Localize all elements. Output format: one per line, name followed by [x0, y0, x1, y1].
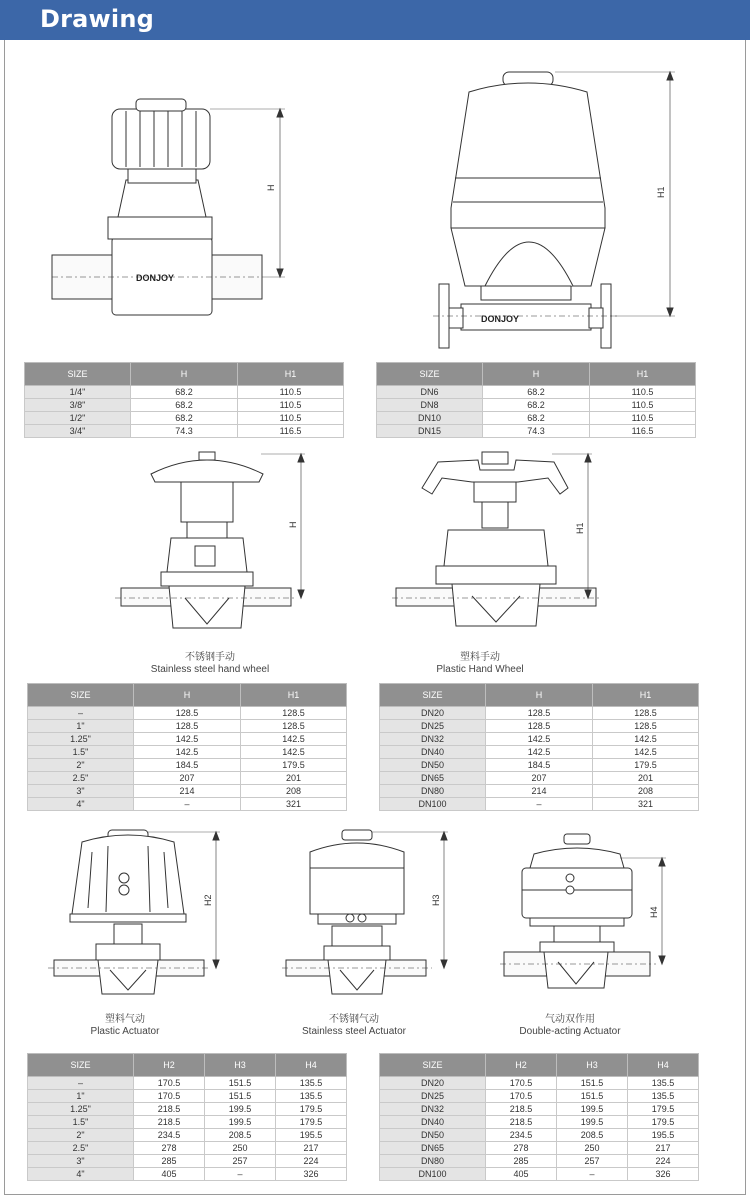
caption-plastic-hand-wheel	[380, 652, 580, 676]
cell-h2: 285	[486, 1155, 557, 1168]
cell-size: DN80	[380, 785, 486, 798]
cell-h3: 151.5	[557, 1077, 628, 1090]
cell-h: 74.3	[483, 425, 590, 438]
cell-h2: 285	[134, 1155, 205, 1168]
table-row	[380, 1103, 699, 1116]
cell-h2: 218.5	[134, 1116, 205, 1129]
cell-h1: 321	[241, 798, 347, 811]
cell-size: 2.5"	[28, 772, 134, 785]
cell-h3: 250	[205, 1142, 276, 1155]
cell-size: DN20	[380, 707, 486, 720]
table-row	[28, 772, 347, 785]
table-row	[28, 1155, 347, 1168]
cell-h2: 278	[134, 1142, 205, 1155]
manual-valve-drawing	[40, 95, 310, 320]
cell-h: 68.2	[483, 412, 590, 425]
cell-size: 4"	[28, 1168, 134, 1181]
dim-h1-label-2: H1	[575, 522, 585, 534]
caption-cn: 塑料气动	[105, 1014, 145, 1025]
cell-h1: 116.5	[238, 425, 344, 438]
caption-cn: 气动双作用	[545, 1014, 595, 1025]
cell-h3: 199.5	[557, 1103, 628, 1116]
cell-h: 207	[134, 772, 241, 785]
cell-h3: 250	[557, 1142, 628, 1155]
cell-size: DN65	[380, 772, 486, 785]
brand-logo-1: DONJOY	[136, 273, 175, 283]
table-row	[380, 707, 699, 720]
cell-h1: 116.5	[590, 425, 696, 438]
dim-h4-label: H4	[649, 906, 659, 918]
cell-h1: 201	[241, 772, 347, 785]
cell-h: 68.2	[483, 386, 590, 399]
table-row	[380, 759, 699, 772]
cell-h2: 218.5	[486, 1103, 557, 1116]
cell-h1: 142.5	[241, 733, 347, 746]
cell-size: DN32	[380, 1103, 486, 1116]
spec-table-inch-1	[24, 362, 344, 438]
cell-h3: 151.5	[205, 1090, 276, 1103]
caption-en: Stainless steel hand wheel	[150, 664, 270, 675]
table-row	[28, 720, 347, 733]
cell-h2: 405	[134, 1168, 205, 1181]
col-header-h1: H1	[590, 363, 696, 386]
cell-size: DN32	[380, 733, 486, 746]
spec-table-dn-2	[379, 683, 699, 811]
cell-h3: –	[557, 1168, 628, 1181]
cell-h: 142.5	[486, 733, 593, 746]
cell-h1: 110.5	[238, 399, 344, 412]
cell-h: –	[134, 798, 241, 811]
table-row	[28, 1077, 347, 1090]
cell-h1: 142.5	[593, 746, 699, 759]
caption-en: Double-acting Actuator	[519, 1026, 621, 1037]
cell-h2: 234.5	[486, 1129, 557, 1142]
cell-h4: 195.5	[276, 1129, 347, 1142]
cell-size: 1"	[28, 1090, 134, 1103]
cell-h: 184.5	[134, 759, 241, 772]
cell-h4: 224	[276, 1155, 347, 1168]
table-row	[28, 1103, 347, 1116]
pneumatic-valve-drawing	[425, 68, 685, 353]
cell-size: 1.5"	[28, 1116, 134, 1129]
table-row	[28, 707, 347, 720]
cell-h: 74.3	[131, 425, 238, 438]
table-row	[28, 759, 347, 772]
table-row	[380, 1077, 699, 1090]
cell-h: 184.5	[486, 759, 593, 772]
cell-h: 128.5	[486, 720, 593, 733]
cell-h2: 278	[486, 1142, 557, 1155]
cell-size: 3"	[28, 1155, 134, 1168]
spec-table-dn-1	[376, 362, 696, 438]
cell-h3: 151.5	[557, 1090, 628, 1103]
cell-h1: 208	[241, 785, 347, 798]
cell-size: 1.5"	[28, 746, 134, 759]
cell-h1: 201	[593, 772, 699, 785]
cell-h3: –	[205, 1168, 276, 1181]
cell-h3: 151.5	[205, 1077, 276, 1090]
cell-h3: 208.5	[205, 1129, 276, 1142]
cell-size: DN20	[380, 1077, 486, 1090]
brand-logo-2: DONJOY	[481, 314, 520, 324]
cell-h: 207	[486, 772, 593, 785]
cell-size: DN25	[380, 720, 486, 733]
table-row	[28, 746, 347, 759]
double-acting-actuator-drawing	[500, 828, 680, 1010]
dim-h-label-2: H	[288, 521, 298, 528]
cell-h4: 179.5	[276, 1103, 347, 1116]
cell-h1: 128.5	[241, 707, 347, 720]
col-header-h: H	[483, 363, 590, 386]
cell-h1: 128.5	[241, 720, 347, 733]
col-header-size: SIZE	[28, 1054, 134, 1077]
cell-h4: 135.5	[628, 1077, 699, 1090]
cell-size: DN100	[380, 1168, 486, 1181]
table-row	[377, 425, 696, 438]
table-row	[28, 785, 347, 798]
table-row	[25, 386, 344, 399]
cell-size: 4"	[28, 798, 134, 811]
dim-h2-label: H2	[203, 894, 213, 906]
cell-h2: 405	[486, 1168, 557, 1181]
plastic-actuator-drawing	[48, 828, 228, 1010]
cell-h4: 179.5	[628, 1103, 699, 1116]
table-row	[380, 785, 699, 798]
table-row	[380, 1168, 699, 1181]
cell-h1: 128.5	[593, 707, 699, 720]
cell-h: 142.5	[134, 733, 241, 746]
cell-h4: 135.5	[276, 1077, 347, 1090]
col-header-size: SIZE	[380, 1054, 486, 1077]
cell-size: DN8	[377, 399, 483, 412]
table-row	[380, 746, 699, 759]
caption-double-acting-actuator	[470, 1014, 670, 1038]
cell-h3: 208.5	[557, 1129, 628, 1142]
col-header-h: H	[131, 363, 238, 386]
cell-h: 68.2	[131, 399, 238, 412]
cell-h3: 257	[557, 1155, 628, 1168]
cell-h1: 110.5	[590, 412, 696, 425]
cell-size: 1/2"	[25, 412, 131, 425]
col-header-size: SIZE	[377, 363, 483, 386]
table-row	[28, 1129, 347, 1142]
header-bar	[0, 0, 750, 40]
col-header-h: H	[486, 684, 593, 707]
cell-h4: 179.5	[276, 1116, 347, 1129]
cell-size: 2"	[28, 759, 134, 772]
table-row	[380, 772, 699, 785]
table-row	[28, 798, 347, 811]
cell-h4: 224	[628, 1155, 699, 1168]
cell-h4: 135.5	[628, 1090, 699, 1103]
cell-size: DN25	[380, 1090, 486, 1103]
page-title: Drawing	[40, 5, 155, 33]
col-header-h: H	[134, 684, 241, 707]
cell-h: 128.5	[134, 707, 241, 720]
cell-h1: 321	[593, 798, 699, 811]
cell-h4: 135.5	[276, 1090, 347, 1103]
cell-size: DN65	[380, 1142, 486, 1155]
cell-h2: 218.5	[134, 1103, 205, 1116]
table-row	[25, 425, 344, 438]
dim-h-label: H	[266, 184, 276, 191]
table-row	[25, 399, 344, 412]
spec-table-actuator-inch	[27, 1053, 347, 1181]
cell-h4: 217	[276, 1142, 347, 1155]
caption-en: Stainless steel Actuator	[302, 1026, 406, 1037]
cell-h: 68.2	[483, 399, 590, 412]
col-header-h4: H4	[276, 1054, 347, 1077]
cell-h: 128.5	[134, 720, 241, 733]
cell-h3: 199.5	[205, 1103, 276, 1116]
cell-h1: 142.5	[593, 733, 699, 746]
cell-size: 3/4"	[25, 425, 131, 438]
table-row	[377, 399, 696, 412]
table-row	[28, 733, 347, 746]
col-header-h4: H4	[628, 1054, 699, 1077]
table-row	[25, 412, 344, 425]
cell-h1: 179.5	[241, 759, 347, 772]
cell-size: 1"	[28, 720, 134, 733]
col-header-h1: H1	[593, 684, 699, 707]
cell-h1: 208	[593, 785, 699, 798]
caption-en: Plastic Hand Wheel	[436, 664, 524, 675]
col-header-h2: H2	[486, 1054, 557, 1077]
cell-size: DN50	[380, 759, 486, 772]
table-row	[380, 733, 699, 746]
cell-size: 1.25"	[28, 733, 134, 746]
spec-table-inch-2	[27, 683, 347, 811]
cell-h2: 234.5	[134, 1129, 205, 1142]
cell-size: 3/8"	[25, 399, 131, 412]
cell-h: 128.5	[486, 707, 593, 720]
cell-h: –	[486, 798, 593, 811]
cell-size: 1.25"	[28, 1103, 134, 1116]
cell-h: 214	[486, 785, 593, 798]
cell-h4: 326	[276, 1168, 347, 1181]
table-row	[380, 1116, 699, 1129]
table-row	[28, 1168, 347, 1181]
caption-cn: 不锈钢手动	[185, 652, 235, 663]
cell-size: 1/4"	[25, 386, 131, 399]
cell-size: DN6	[377, 386, 483, 399]
spec-table-actuator-dn	[379, 1053, 699, 1181]
caption-cn: 塑料手动	[460, 652, 500, 663]
col-header-h2: H2	[134, 1054, 205, 1077]
caption-en: Plastic Actuator	[90, 1026, 160, 1037]
table-row	[380, 1129, 699, 1142]
col-header-h1: H1	[241, 684, 347, 707]
cell-h4: 179.5	[628, 1116, 699, 1129]
caption-cn: 不锈钢气动	[329, 1014, 379, 1025]
cell-size: DN80	[380, 1155, 486, 1168]
cell-size: 2"	[28, 1129, 134, 1142]
dim-h1-label: H1	[656, 186, 666, 198]
cell-h3: 199.5	[205, 1116, 276, 1129]
cell-size: 2.5"	[28, 1142, 134, 1155]
cell-size: –	[28, 1077, 134, 1090]
cell-size: DN40	[380, 1116, 486, 1129]
cell-h: 214	[134, 785, 241, 798]
cell-h1: 110.5	[590, 386, 696, 399]
caption-stainless-actuator	[254, 1014, 454, 1038]
table-row	[380, 1142, 699, 1155]
table-row	[28, 1142, 347, 1155]
stainless-hand-wheel-drawing	[115, 448, 315, 640]
cell-h: 142.5	[486, 746, 593, 759]
cell-h1: 179.5	[593, 759, 699, 772]
cell-h: 142.5	[134, 746, 241, 759]
dim-h3-label: H3	[431, 894, 441, 906]
table-row	[377, 386, 696, 399]
caption-plastic-actuator	[25, 1014, 225, 1038]
cell-h1: 110.5	[238, 386, 344, 399]
cell-h4: 195.5	[628, 1129, 699, 1142]
cell-size: DN40	[380, 746, 486, 759]
cell-size: 3"	[28, 785, 134, 798]
col-header-size: SIZE	[25, 363, 131, 386]
cell-h4: 326	[628, 1168, 699, 1181]
cell-size: DN100	[380, 798, 486, 811]
table-row	[380, 1090, 699, 1103]
table-row	[28, 1090, 347, 1103]
cell-size: DN15	[377, 425, 483, 438]
cell-size: DN50	[380, 1129, 486, 1142]
cell-h2: 170.5	[486, 1077, 557, 1090]
table-row	[380, 798, 699, 811]
plastic-hand-wheel-drawing	[392, 448, 602, 640]
table-row	[377, 412, 696, 425]
cell-h1: 142.5	[241, 746, 347, 759]
table-row	[380, 720, 699, 733]
cell-h2: 218.5	[486, 1116, 557, 1129]
cell-h2: 170.5	[134, 1077, 205, 1090]
cell-h1: 110.5	[590, 399, 696, 412]
cell-h: 68.2	[131, 386, 238, 399]
col-header-h1: H1	[238, 363, 344, 386]
caption-stainless-hand-wheel	[110, 652, 310, 676]
table-row	[380, 1155, 699, 1168]
col-header-size: SIZE	[28, 684, 134, 707]
stainless-actuator-drawing	[282, 828, 462, 1010]
cell-h3: 257	[205, 1155, 276, 1168]
cell-h: 68.2	[131, 412, 238, 425]
cell-h3: 199.5	[557, 1116, 628, 1129]
cell-size: DN10	[377, 412, 483, 425]
cell-h4: 217	[628, 1142, 699, 1155]
cell-size: –	[28, 707, 134, 720]
cell-h2: 170.5	[486, 1090, 557, 1103]
col-header-h3: H3	[205, 1054, 276, 1077]
col-header-size: SIZE	[380, 684, 486, 707]
col-header-h3: H3	[557, 1054, 628, 1077]
table-row	[28, 1116, 347, 1129]
cell-h1: 110.5	[238, 412, 344, 425]
cell-h2: 170.5	[134, 1090, 205, 1103]
cell-h1: 128.5	[593, 720, 699, 733]
